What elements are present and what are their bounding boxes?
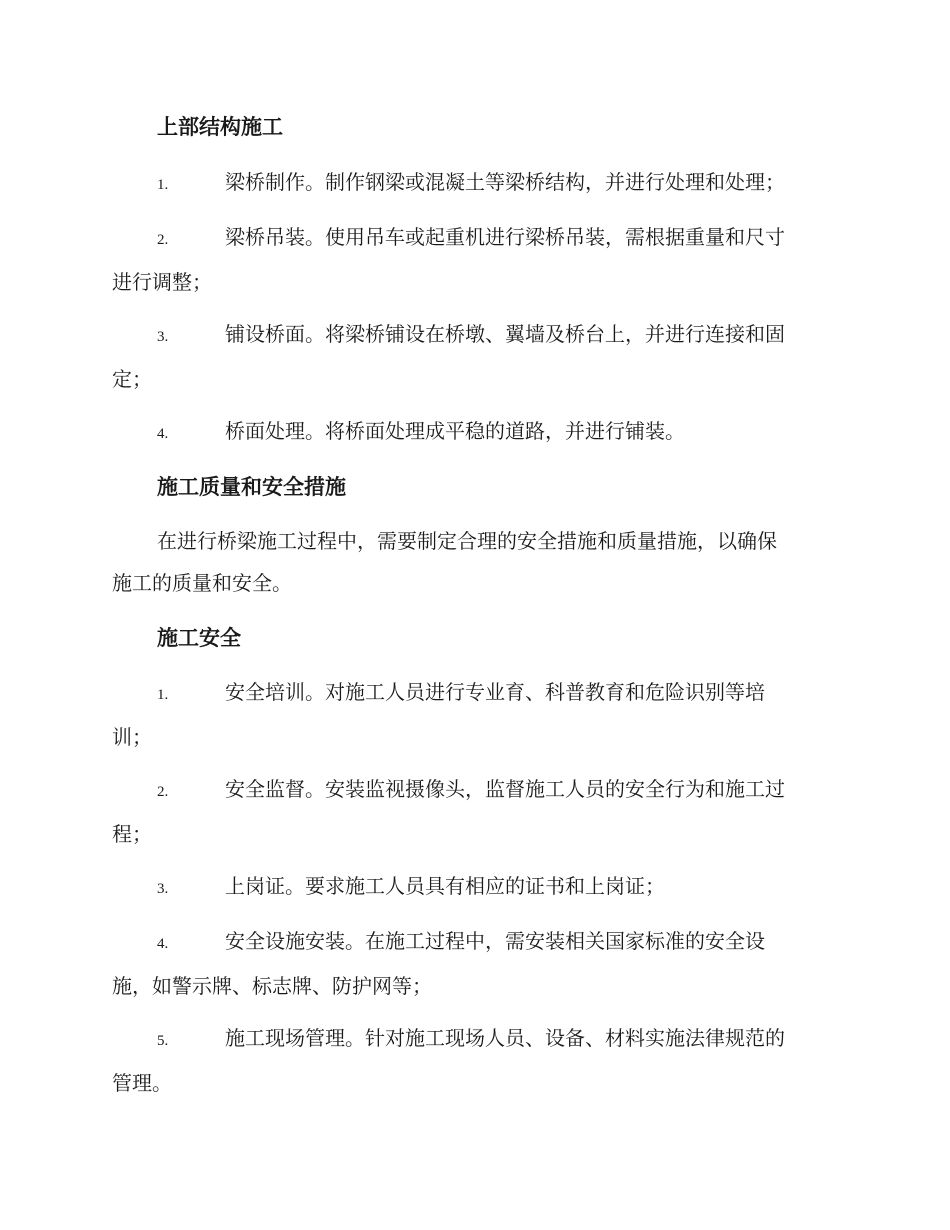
list-text: 安全监督。安装监视摄像头，监督施工人员的安全行为和施工过 (225, 777, 785, 801)
list-text-continued: 训； (112, 725, 152, 749)
list-text: 梁桥吊装。使用吊车或起重机进行梁桥吊装，需根据重量和尺寸 (225, 225, 785, 249)
section-heading-quality-safety: 施工质量和安全措施 (157, 474, 346, 499)
list-item (112, 768, 834, 855)
list-item (112, 865, 834, 910)
list-text-continued: 进行调整； (112, 270, 212, 294)
list-item (112, 216, 834, 303)
list-number: 3. (157, 881, 169, 897)
list-text-continued: 施，如警示牌、标志牌、防护网等； (112, 974, 432, 998)
list-number: 1. (157, 687, 169, 703)
section-heading-safety: 施工安全 (157, 625, 241, 650)
list-item (112, 920, 834, 1007)
list-number: 4. (157, 426, 169, 442)
list-item (112, 410, 834, 455)
list-text-continued: 定； (112, 367, 152, 391)
list-text-continued: 管理。 (112, 1071, 172, 1095)
list-number: 2. (157, 232, 169, 248)
list-text: 铺设桥面。将梁桥铺设在桥墩、翼墙及桥台上，并进行连接和固 (225, 322, 785, 346)
list-number: 5. (157, 1033, 169, 1049)
paragraph (112, 520, 834, 604)
section-heading-superstructure: 上部结构施工 (157, 114, 283, 139)
list-text: 梁桥制作。制作钢梁或混凝土等梁桥结构，并进行处理和处理； (225, 170, 785, 194)
list-item (112, 671, 834, 758)
paragraph-text: 在进行桥梁施工过程中，需要制定合理的安全措施和质量措施，以确保 (157, 529, 777, 553)
paragraph-text-continued: 施工的质量和安全。 (112, 571, 292, 595)
list-number: 3. (157, 329, 169, 345)
list-item (112, 161, 834, 206)
list-number: 4. (157, 936, 169, 952)
list-text: 安全培训。对施工人员进行专业育、科普教育和危险识别等培 (225, 680, 765, 704)
list-item (112, 1017, 834, 1104)
list-item (112, 313, 834, 400)
list-text: 安全设施安装。在施工过程中，需安装相关国家标准的安全设 (225, 929, 765, 953)
list-text: 施工现场管理。针对施工现场人员、设备、材料实施法律规范的 (225, 1026, 785, 1050)
list-text: 上岗证。要求施工人员具有相应的证书和上岗证； (225, 874, 665, 898)
list-text: 桥面处理。将桥面处理成平稳的道路，并进行铺装。 (225, 419, 685, 443)
list-number: 1. (157, 177, 169, 193)
list-number: 2. (157, 784, 169, 800)
list-text-continued: 程； (112, 822, 152, 846)
